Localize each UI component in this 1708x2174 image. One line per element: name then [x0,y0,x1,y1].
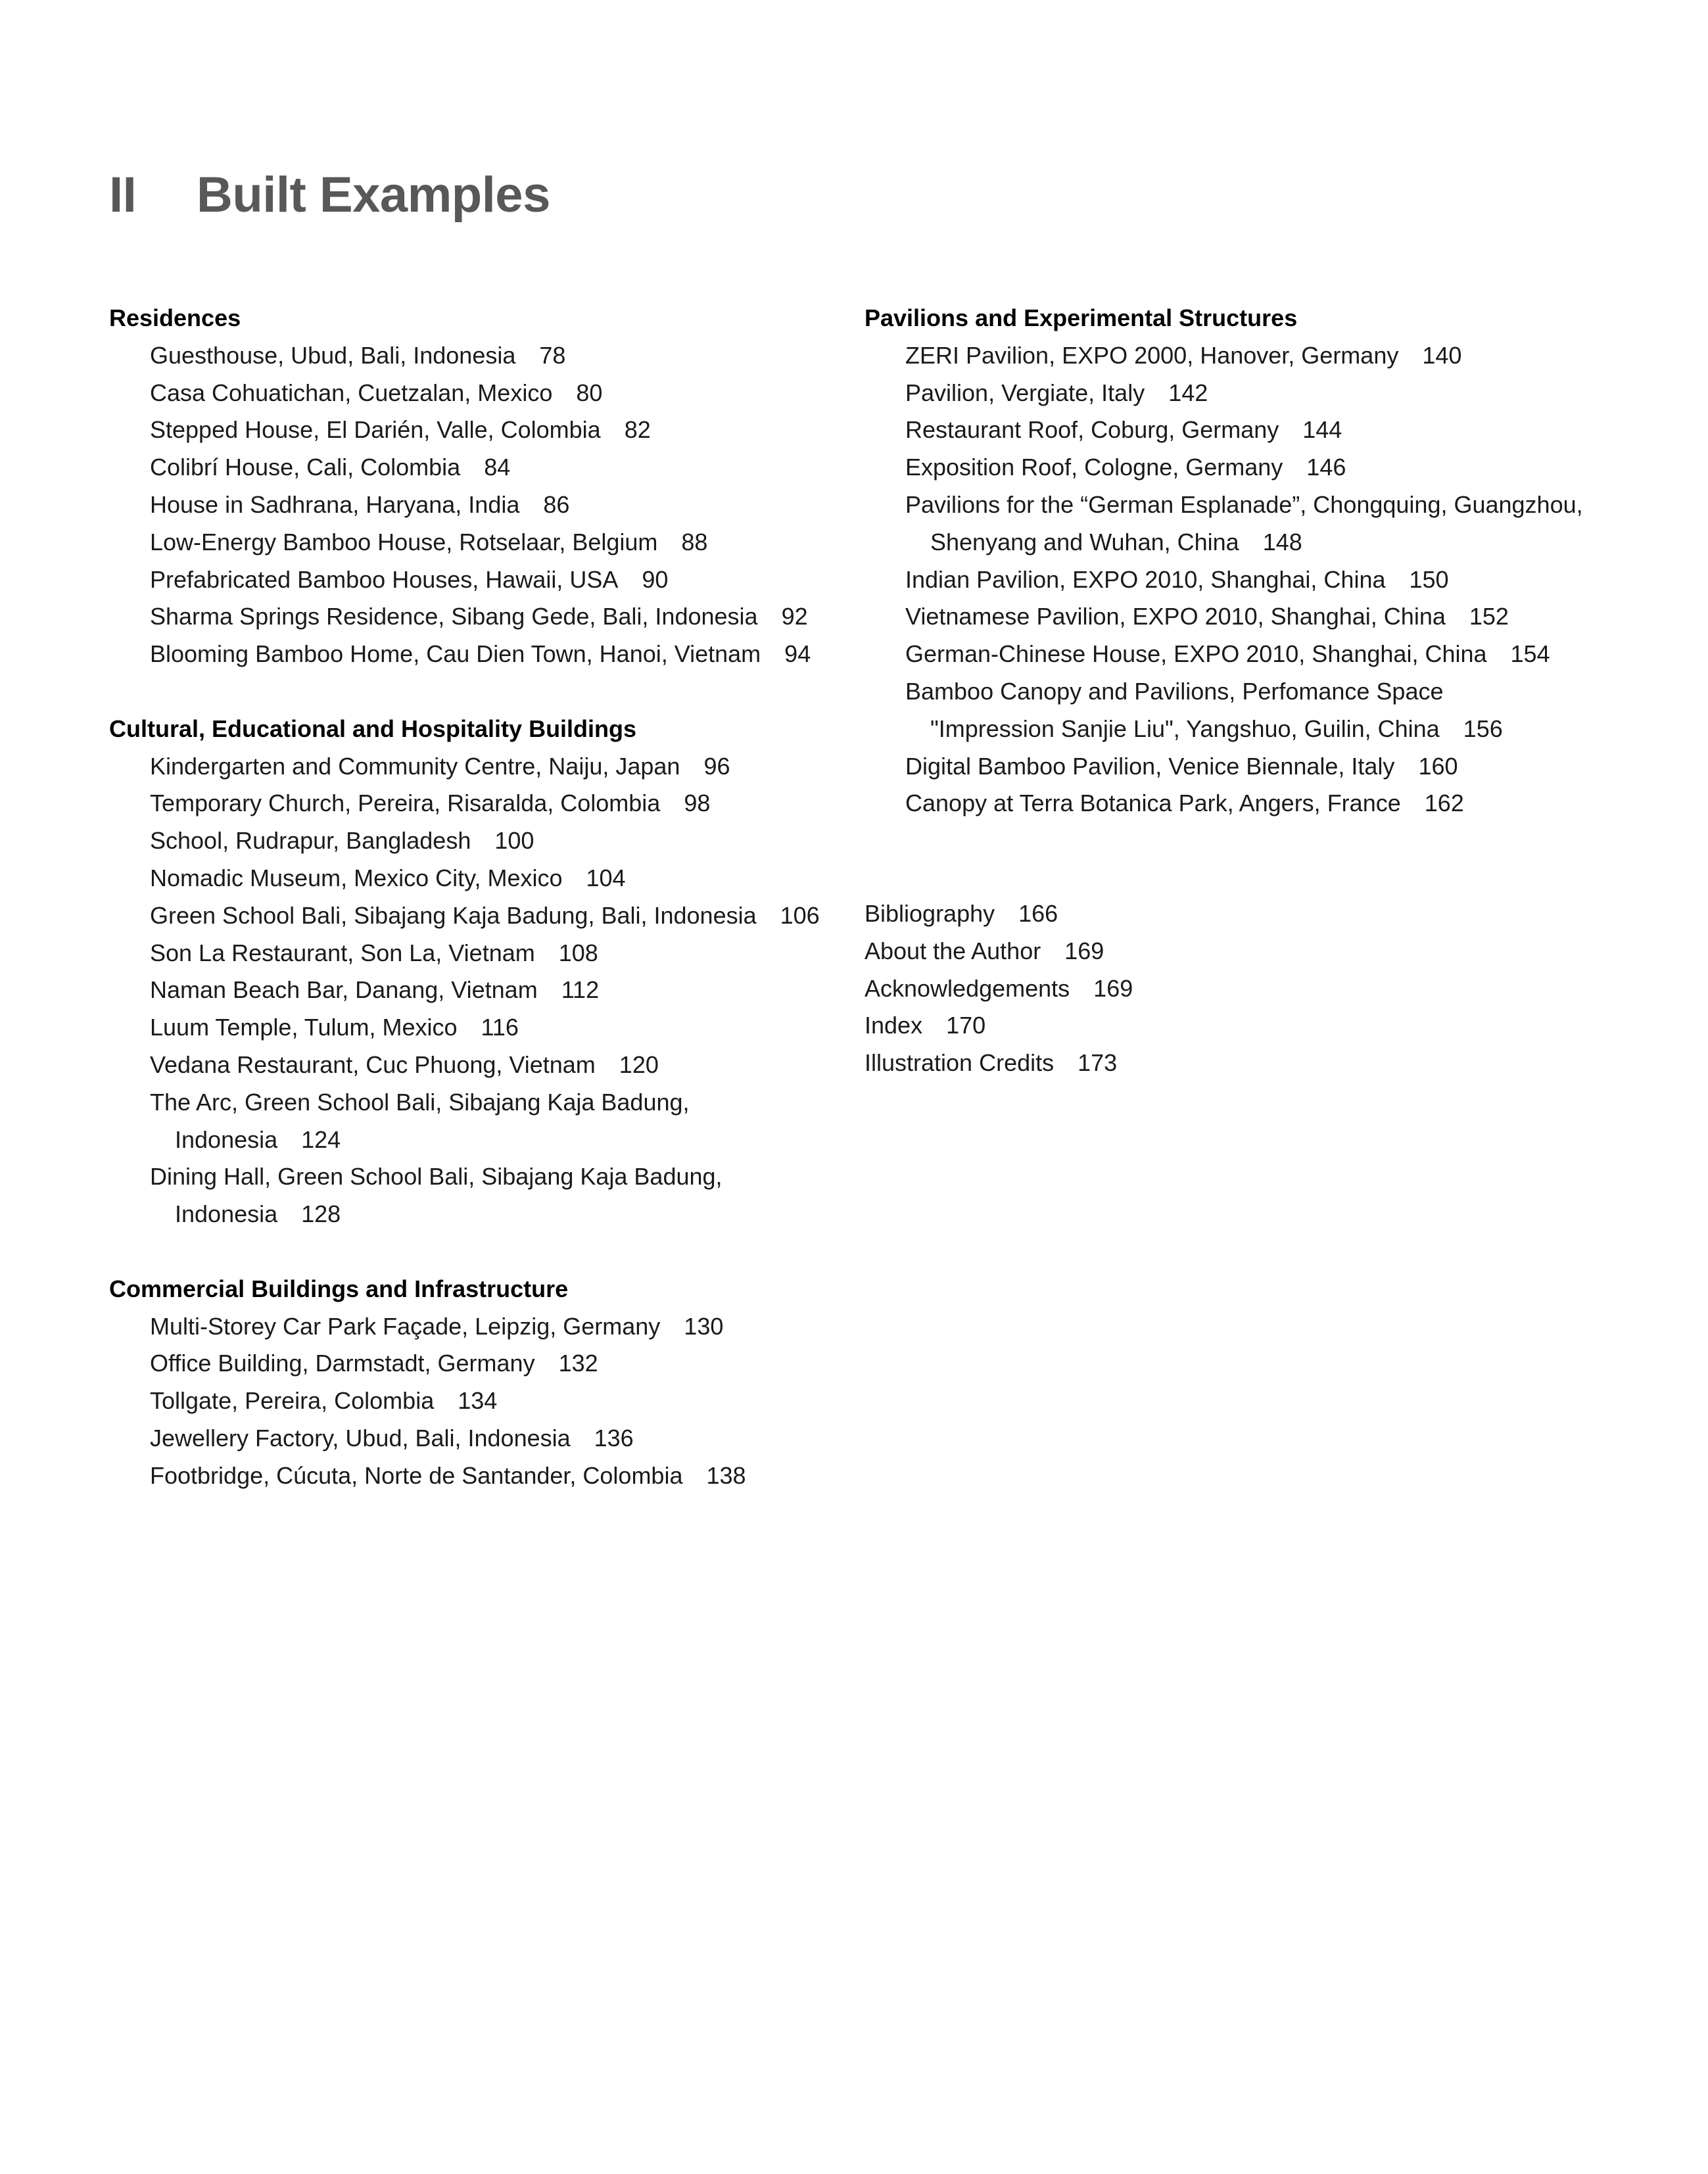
entry-title-continued [150,1122,845,1159]
back-matter-entry[interactable] [865,933,1133,970]
entry-title: Restaurant Roof, Coburg, Germany [905,416,1279,444]
entry-title: Canopy at Terra Botanica Park, Angers, France [905,790,1401,817]
entry-page-number: 144 [1302,416,1342,444]
entry-title-line2: "Impression Sanjie Liu", Yangshuo, Guilin, China [930,715,1440,742]
entry-title: School, Rudrapur, Bangladesh [150,827,471,855]
entry-page-number: 120 [619,1051,659,1078]
back-matter-label: Acknowledgements [865,974,1070,1002]
toc-entry[interactable] [109,412,845,449]
back-matter-entry[interactable] [865,970,1133,1008]
toc-entry[interactable] [109,935,845,972]
entry-title-line2: Shenyang and Wuhan, China [930,528,1239,555]
part-heading [109,162,550,228]
entry-title: Multi-Storey Car Park Façade, Leipzig, Germany [150,1312,661,1340]
entry-page-number: 80 [576,379,603,406]
entry-title-line2: Indonesia [175,1200,278,1228]
entry-page-number: 156 [1463,715,1503,742]
entry-page-number: 90 [642,565,669,593]
toc-entry[interactable] [865,449,1686,486]
entry-title: Son La Restaurant, Son La, Vietnam [150,939,535,966]
entry-page-number: 84 [484,454,511,481]
entry-page-number: 162 [1424,790,1464,817]
entry-page-number: 98 [684,790,711,817]
entry-page-number: 86 [543,490,570,518]
back-matter-page-number: 173 [1078,1049,1118,1077]
part-number: II [109,166,137,223]
toc-left-column [109,300,845,1495]
toc-entry[interactable] [865,673,1686,748]
entry-page-number: 146 [1306,454,1346,481]
toc-entry[interactable] [109,972,845,1009]
back-matter-entry[interactable] [865,1045,1133,1082]
back-matter-label: Index [865,1012,923,1039]
toc-entry[interactable] [109,524,845,561]
entry-page-number: 96 [703,752,730,780]
toc-entry[interactable] [109,1457,845,1495]
entry-page-number: 92 [781,603,808,630]
entry-title: Digital Bamboo Pavilion, Venice Biennale, Italy [905,752,1395,780]
toc-entry[interactable] [865,486,1686,561]
entry-page-number: 130 [684,1312,724,1340]
toc-section [865,300,1686,822]
entry-page-number: 108 [558,939,598,966]
entry-page-number: 136 [594,1424,634,1452]
entry-page-number: 140 [1422,341,1462,369]
entry-page-number: 82 [624,416,651,444]
toc-entry[interactable] [109,785,845,822]
toc-entry[interactable] [109,1047,845,1084]
toc-entry[interactable] [109,897,845,935]
entry-page-number: 152 [1469,603,1509,630]
entry-title: Pavilion, Vergiate, Italy [905,379,1145,406]
entry-title: Exposition Roof, Cologne, Germany [905,454,1283,481]
entry-page-number: 78 [539,341,566,369]
entry-title: Office Building, Darmstadt, Germany [150,1350,535,1377]
entry-page-number: 138 [706,1461,746,1489]
toc-right-column [865,300,1686,822]
entry-page-number: 88 [681,528,708,555]
toc-entry[interactable] [109,860,845,897]
entry-title: Jewellery Factory, Ubud, Bali, Indonesia [150,1424,571,1452]
toc-entry[interactable] [865,337,1686,375]
entry-title: German-Chinese House, EXPO 2010, Shanghai, China [905,640,1487,668]
entry-title: ZERI Pavilion, EXPO 2000, Hanover, Germany [905,341,1399,369]
toc-section [109,300,845,673]
entry-title-continued [905,524,1686,561]
section-title: Commercial Buildings and Infrastructure [109,1275,569,1302]
back-matter-label: Bibliography [865,900,995,927]
section-title: Pavilions and Experimental Structures [865,304,1298,331]
entry-page-number: 104 [586,864,626,891]
toc-entry[interactable] [109,337,845,375]
toc-entry[interactable] [865,636,1686,673]
entry-title: Sharma Springs Residence, Sibang Gede, Bali, Indonesia [150,603,758,630]
entry-title: Blooming Bamboo Home, Cau Dien Town, Hanoi, Vietnam [150,640,761,668]
back-matter-label: About the Author [865,937,1041,964]
entry-title: Guesthouse, Ubud, Bali, Indonesia [150,341,516,369]
toc-entry[interactable] [109,598,845,636]
toc-entry[interactable] [109,822,845,860]
entry-title: Vedana Restaurant, Cuc Phuong, Vietnam [150,1051,596,1078]
back-matter-label: Illustration Credits [865,1049,1055,1077]
toc-section [109,1271,845,1495]
back-matter-entry[interactable] [865,895,1133,933]
entry-page-number: 134 [458,1387,498,1415]
entry-page-number: 100 [494,827,534,855]
back-matter-page-number: 170 [946,1012,986,1039]
entry-title: Luum Temple, Tulum, Mexico [150,1014,458,1041]
toc-entry[interactable] [109,1420,845,1457]
entry-page-number: 132 [558,1350,598,1377]
entry-page-number: 124 [301,1125,341,1153]
toc-entry[interactable] [109,748,845,786]
entry-page-number: 128 [301,1200,341,1228]
entry-title-continued [905,711,1686,748]
entry-title: The Arc, Green School Bali, Sibajang Kaja Badung, [150,1088,690,1116]
entry-page-number: 154 [1510,640,1550,668]
toc-entry[interactable] [109,1345,845,1382]
toc-entry[interactable] [865,412,1686,449]
toc-entry[interactable] [109,636,845,673]
toc-entry[interactable] [109,1158,845,1233]
back-matter-page-number: 169 [1093,974,1133,1002]
entry-page-number: 94 [784,640,811,668]
entry-title: Pavilions for the “German Esplanade”, Chongquing, Guangzhou, [905,490,1583,518]
entry-title: Tollgate, Pereira, Colombia [150,1387,435,1415]
toc-entry[interactable] [865,561,1686,599]
entry-title: Footbridge, Cúcuta, Norte de Santander, Colombia [150,1461,683,1489]
entry-title: Stepped House, El Darién, Valle, Colombia [150,416,601,444]
toc-entry[interactable] [865,785,1686,822]
back-matter-page-number: 166 [1018,900,1058,927]
toc-entry[interactable] [109,486,845,524]
entry-title: Bamboo Canopy and Pavilions, Perfomance Space [905,677,1444,705]
entry-page-number: 142 [1168,379,1208,406]
entry-page-number: 106 [780,901,820,929]
toc-entry[interactable] [109,449,845,486]
entry-title: Low-Energy Bamboo House, Rotselaar, Belgium [150,528,658,555]
entry-page-number: 150 [1409,565,1449,593]
back-matter-list [865,895,1133,1082]
section-title: Cultural, Educational and Hospitality Buildings [109,715,637,742]
toc-entry[interactable] [865,598,1686,636]
entry-title: Prefabricated Bamboo Houses, Hawaii, USA [150,565,619,593]
toc-entry[interactable] [109,1009,845,1047]
entry-title: Green School Bali, Sibajang Kaja Badung, Bali, Indonesia [150,901,757,929]
toc-entry[interactable] [109,1308,845,1346]
entry-page-number: 116 [481,1014,519,1041]
entry-title: Indian Pavilion, EXPO 2010, Shanghai, China [905,565,1386,593]
back-matter-entry[interactable] [865,1007,1133,1045]
entry-title: Kindergarten and Community Centre, Naiju, Japan [150,752,680,780]
entry-page-number: 148 [1262,528,1302,555]
toc-entry[interactable] [109,561,845,599]
toc-entry[interactable] [865,375,1686,412]
entry-page-number: 112 [561,976,600,1004]
toc-entry[interactable] [109,1084,845,1159]
toc-entry[interactable] [109,1382,845,1420]
entry-title: Casa Cohuatichan, Cuetzalan, Mexico [150,379,553,406]
entry-title: Nomadic Museum, Mexico City, Mexico [150,864,563,891]
entry-title: House in Sadhrana, Haryana, India [150,490,520,518]
entry-page-number: 160 [1418,752,1458,780]
entry-title-line2: Indonesia [175,1125,278,1153]
entry-title: Dining Hall, Green School Bali, Sibajang Kaja Badung, [150,1163,723,1191]
entry-title-continued [150,1196,845,1233]
entry-title: Colibrí House, Cali, Colombia [150,454,461,481]
entry-title: Temporary Church, Pereira, Risaralda, Colombia [150,790,661,817]
toc-section [109,711,845,1233]
entry-title: Naman Beach Bar, Danang, Vietnam [150,976,538,1004]
entry-title: Vietnamese Pavilion, EXPO 2010, Shanghai, China [905,603,1446,630]
part-title: Built Examples [197,166,550,223]
toc-entry[interactable] [865,748,1686,786]
section-title: Residences [109,304,241,331]
back-matter-page-number: 169 [1064,937,1104,964]
toc-entry[interactable] [109,375,845,412]
